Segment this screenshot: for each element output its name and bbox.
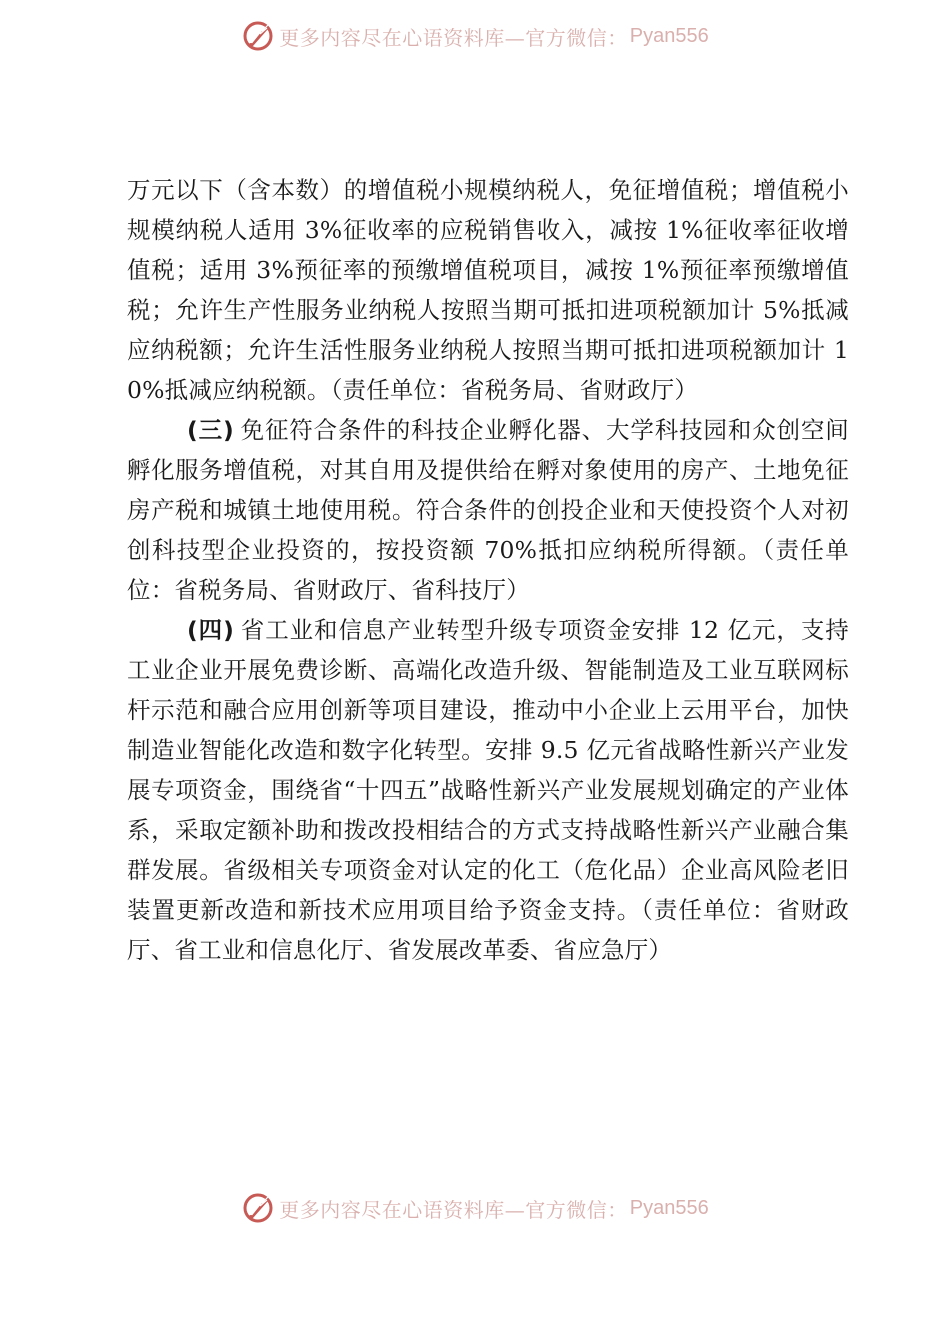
document-body <box>127 170 849 970</box>
item-marker: (三) <box>187 416 234 444</box>
paragraph-item-4 <box>127 610 849 970</box>
wechat-id: Pyan556 <box>629 1196 709 1219</box>
feather-pen-logo-icon <box>241 1191 275 1225</box>
paragraph-text: 省工业和信息产业转型升级专项资金安排 12 亿元，支持工业企业开展免费诊断、高端化改造升级、智能制造及工业互联网标杆示范和融合应用创新等项目建设，推动中小企业上云用平台，加快制造业智能化改造和数字化转型。安排 9.5 亿元省战略性新兴产业发展专项资金，围绕省“十四五”战略性新兴产业发展规划确定的产业体系，采取定额补助和拨改投相结合的方式支持战略性新兴产业融合集群发展。省级相关专项资金对认定的化工（危化品）企业高风险老旧装置更新改造和新技术应用项目给予资金支持。（责任单位：省财政厅、省工业和信息化厅、省发展改革委、省应急厅） <box>127 616 849 964</box>
paragraph-continued <box>127 170 849 410</box>
footer-banner <box>0 1188 950 1228</box>
paragraph-text: 万元以下（含本数）的增值税小规模纳税人，免征增值税；增值税小规模纳税人适用 3%征收率的应税销售收入，减按 1%征收率征收增值税；适用 3%预征率的预缴增值税项目，减按 1%预征率预缴增值税；允许生产性服务业纳税人按照当期可抵扣进项税额加计 5%抵减应纳税额；允许生活性服务业纳税人按照当期可抵扣进项税额加计 10%抵减应纳税额。（责任单位：省税务局、省财政厅） <box>127 176 849 404</box>
paragraph-text: 免征符合条件的科技企业孵化器、大学科技园和众创空间孵化服务增值税，对其自用及提供给在孵对象使用的房产、土地免征房产税和城镇土地使用税。符合条件的创投企业和天使投资个人对初创科技型企业投资的，按投资额 70%抵扣应纳税所得额。（责任单位：省税务局、省财政厅、省科技厅） <box>127 416 850 604</box>
item-marker: (四) <box>187 616 235 644</box>
wechat-id: Pyan556 <box>629 24 709 47</box>
banner-text: 更多内容尽在心语资料库—官方微信： <box>279 1197 628 1222</box>
banner-text: 更多内容尽在心语资料库—官方微信： <box>279 25 628 50</box>
paragraph-item-3 <box>127 410 849 610</box>
feather-pen-logo-icon <box>241 19 275 53</box>
header-banner <box>0 16 950 56</box>
